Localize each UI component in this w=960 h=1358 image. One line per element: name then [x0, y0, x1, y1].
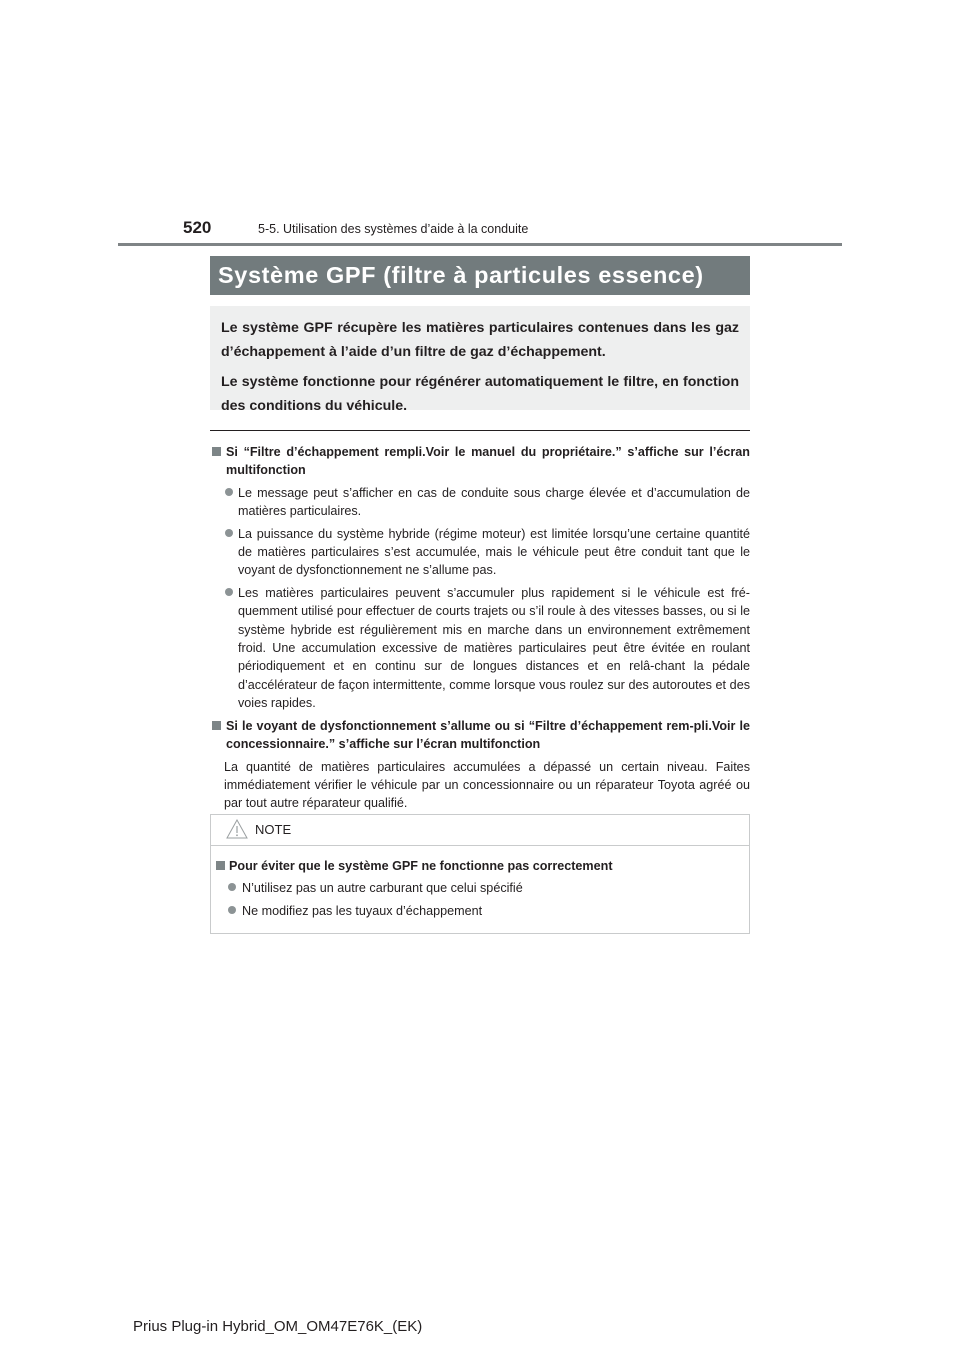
section-heading [210, 717, 750, 754]
main-content [210, 443, 750, 821]
list-item [210, 484, 750, 521]
square-bullet-icon [212, 447, 221, 456]
warning-triangle-icon [226, 819, 248, 839]
circle-bullet-icon [228, 883, 236, 891]
footer-document-id: Prius Plug-in Hybrid_OM_OM47E76K_(EK) [133, 1318, 423, 1335]
square-bullet-icon [212, 721, 221, 730]
page-number: 520 [183, 218, 212, 237]
note-box [210, 814, 750, 934]
note-label: NOTE [255, 822, 292, 837]
circle-bullet-icon [225, 488, 233, 496]
list-item-text: Les matières particulaires peuvent s’accumuler plus rapidement si le véhicule est fré-quemment utilisé pour effectuer de courts trajets ou s’il roule à des vitesses basses, ou si le système hybride est régulièrement mis en marche dans un environnement extrêmement froid. Une accumulation excessive de matières particulaires peut être évitée en roulant périodiquement et en continu sur de longues distances et en relâ-chant la pédale d’accélérateur de façon intermittente, comme lorsque vous roulez sur des autoroutes et des voies rapides. [238, 585, 750, 711]
square-bullet-icon [216, 861, 225, 870]
section-heading-text: Si “Filtre d’échappement rempli.Voir le manuel du propriétaire.” s’affiche sur l’écran multifonction [226, 445, 750, 478]
circle-bullet-icon [225, 588, 233, 596]
note-heading-text: Pour éviter que le système GPF ne fonctionne pas correctement [229, 859, 613, 873]
section-heading-text: Si le voyant de dysfonctionnement s’allume ou si “Filtre d’échappement rem-pli.Voir le concessionnaire.” s’affiche sur l’écran multifonction [226, 718, 750, 752]
list-item-text: La puissance du système hybride (régime moteur) est limitée lorsqu’une certaine quantité de matières particulaires s’est accumulée, mais le véhicule peut être conduit tant que le voyant de dysfonctionnement ne s’allume pas. [238, 526, 750, 578]
content-divider [210, 430, 750, 431]
section-paragraph: La quantité de matières particulaires accumulées a dépassé un certain niveau. Faites immédiatement vérifier le véhicule par un concessionnaire ou un réparateur Toyota agréé ou par tout autre réparateur qualifié. [224, 759, 750, 811]
note-heading [211, 857, 749, 875]
list-item [210, 584, 750, 713]
note-list-item [211, 879, 749, 897]
note-list-item-text: Ne modifiez pas les tuyaux d’échappement [242, 903, 483, 918]
intro-paragraph-2: Le système fonctionne pour régénérer automatiquement le filtre, en fonction des conditions du véhicule. [221, 374, 739, 414]
intro-box [210, 306, 750, 414]
list-item [210, 525, 750, 580]
page-title: Système GPF (filtre à particules essence) [210, 256, 750, 295]
note-header [211, 815, 749, 846]
circle-bullet-icon [228, 906, 236, 914]
circle-bullet-icon [225, 529, 233, 537]
intro-paragraph-1: Le système GPF récupère les matières particulaires contenues dans les gaz d’échappement à l’aide d’un filtre de gaz d’échappement. [221, 320, 739, 360]
list-item-text: Le message peut s’afficher en cas de conduite sous charge élevée et d’accumulation de matières particulaires. [238, 485, 750, 519]
section-title: 5-5. Utilisation des systèmes d’aide à la conduite [258, 222, 529, 236]
header-divider [118, 243, 842, 246]
note-body [211, 846, 749, 920]
note-list-item [211, 902, 749, 920]
section-heading [210, 443, 750, 480]
note-list-item-text: N’utilisez pas un autre carburant que celui spécifié [242, 881, 523, 896]
